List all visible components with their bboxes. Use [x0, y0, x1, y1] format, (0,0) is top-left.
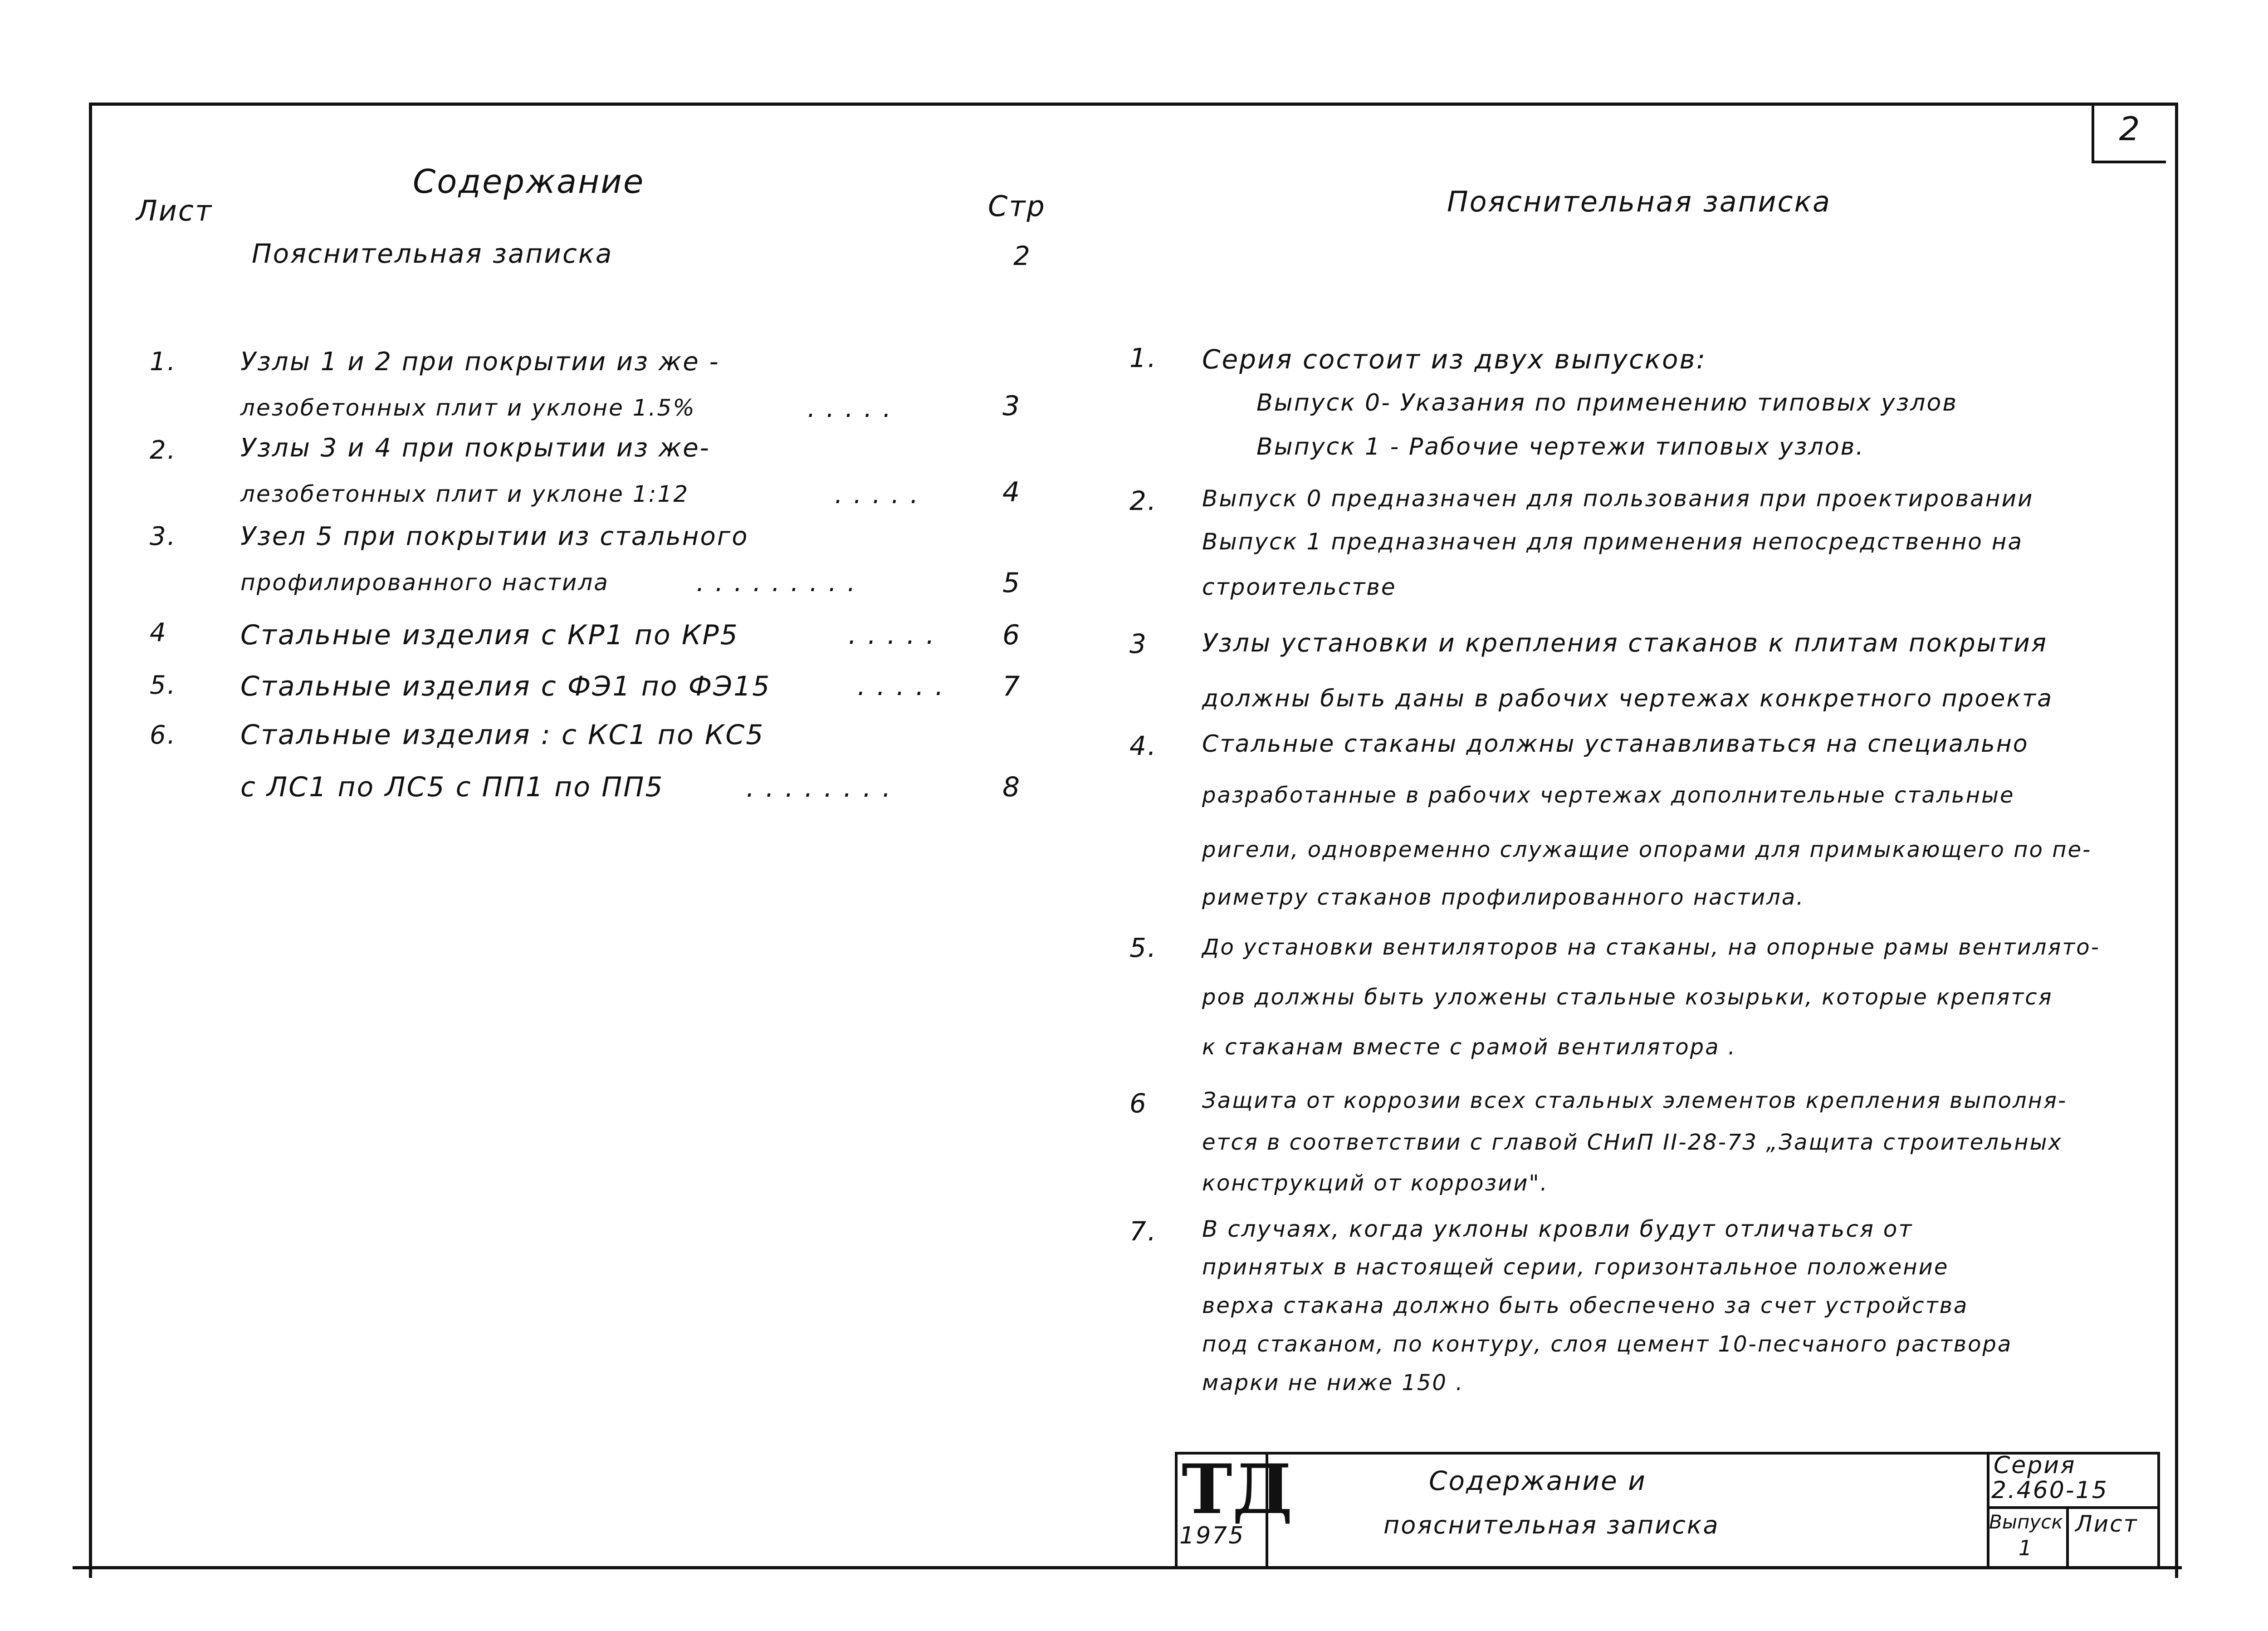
note-line: ров должны быть уложены стальные козырьки, которые крепятся [1202, 984, 2053, 1010]
note-line: Стальные стаканы должны устанавливаться на специально [1202, 730, 2029, 758]
issue-label: Выпуск [1989, 1511, 2063, 1533]
toc-item-line: Стальные изделия : с КС1 по КС5 [240, 719, 765, 751]
note-number: 6 [1129, 1088, 1148, 1119]
note-line: разработанные в рабочих чертежах дополнительные стальные [1202, 783, 2015, 808]
toc-leader-dots: . . . . . [835, 480, 920, 509]
toc-item-page: 5 [1002, 567, 1022, 599]
page-number: 2 [2119, 110, 2141, 148]
note-line: Выпуск 0- Указания по применению типовых узлов [1256, 389, 1958, 416]
toc-item-line: Стальные изделия с ФЭ1 по ФЭ15 [240, 671, 771, 702]
toc-item-page: 4 [1002, 476, 1022, 508]
toc-item-line: лезобетонных плит и уклоне 1.5% [240, 395, 696, 421]
toc-item-line: профилированного настила [240, 569, 609, 596]
note-line: До установки вентиляторов на стаканы, на опорные рамы вентилято- [1202, 935, 2100, 960]
toc-item-page: 7 [1002, 671, 1022, 702]
toc-leader-dots: . . . . . [848, 619, 936, 650]
toc-item-number: 1. [150, 347, 177, 377]
note-number: 5. [1129, 932, 1158, 963]
title-line2: пояснительная записка [1383, 1511, 1720, 1539]
note-line: верха стакана должно быть обеспечено за счет устройства [1202, 1293, 1969, 1318]
note-line: конструкций от коррозии". [1202, 1171, 1549, 1196]
toc-leader-dots: . . . . . . . . [746, 772, 892, 803]
toc-item-number: 5. [150, 671, 177, 700]
year: 1975 [1179, 1522, 1245, 1549]
issue-divider [2066, 1506, 2069, 1566]
note-line: Защита от коррозии всех стальных элементов крепления выполня- [1202, 1088, 2068, 1113]
toc-leader-dots: . . . . . . . . . [696, 568, 857, 598]
note-line: Узлы установки и крепления стаканов к плитам покрытия [1202, 628, 2048, 657]
note-line: Выпуск 0 предназначен для пользования при проектировании [1202, 485, 2034, 512]
toc-page-header: Стр [988, 190, 1046, 223]
note-line: В случаях, когда уклоны кровли будут отличаться от [1202, 1216, 1913, 1242]
toc-item-line: Узлы 3 и 4 при покрытии из же- [240, 433, 710, 463]
series-divider [1987, 1452, 1989, 1566]
note-line: марки не ниже 150 . [1202, 1370, 1464, 1396]
sheet-label: Лист [2075, 1511, 2138, 1537]
note-line: ригели, одновременно служащие опорами для примыкающего по пе- [1202, 837, 2092, 862]
toc-title: Содержание [413, 162, 645, 201]
toc-intro-page: 2 [1013, 240, 1031, 271]
toc-item-line: Узлы 1 и 2 при покрытии из же - [240, 347, 720, 377]
toc-intro-text: Пояснительная записка [252, 238, 613, 269]
note-line: строительстве [1202, 574, 1397, 600]
toc-item-line: с ЛС1 по ЛС5 с ПП1 по ПП5 [240, 771, 664, 803]
toc-item-line: лезобетонных плит и уклоне 1:12 [240, 481, 689, 507]
toc-sheet-header: Лист [136, 194, 213, 227]
toc-item-line: Стальные изделия с КР1 по КР5 [240, 619, 739, 651]
toc-item-number: 2. [150, 436, 177, 465]
note-line: принятых в настоящей серии, горизонтальное положение [1202, 1254, 1949, 1280]
note-line: Серия состоит из двух выпусков: [1202, 344, 1707, 375]
note-line: риметру стаканов профилированного настила. [1202, 885, 1805, 910]
toc-leader-dots: . . . . . [807, 394, 893, 423]
note-line: ется в соответствии с главой СНиП II-28-73 „Защита строительных [1202, 1130, 2063, 1155]
toc-item-number: 3. [150, 522, 177, 551]
toc-item-page: 8 [1002, 771, 1022, 803]
td-logo: ТД [1182, 1450, 1293, 1529]
issue-value: 1 [2019, 1536, 2033, 1560]
toc-leader-dots: . . . . . [857, 671, 945, 701]
title-line1: Содержание и [1429, 1465, 1647, 1496]
toc-item-page: 3 [1002, 390, 1022, 422]
toc-item-page: 6 [1002, 619, 1022, 651]
note-line: под стаканом, по контуру, слоя цемент 10-песчаного раствора [1202, 1332, 2013, 1357]
note-title: Пояснительная записка [1447, 185, 1832, 218]
note-line: должны быть даны в рабочих чертежах конкретного проекта [1202, 685, 2053, 712]
series-separator [1987, 1506, 2157, 1509]
note-number: 1. [1129, 343, 1158, 373]
note-number: 4. [1129, 730, 1158, 761]
series-value: 2.460-15 [1991, 1477, 2108, 1504]
note-number: 2. [1129, 485, 1158, 516]
note-line: Выпуск 1 - Рабочие чертежи типовых узлов. [1256, 433, 1865, 460]
note-line: Выпуск 1 предназначен для применения непосредственно на [1202, 529, 2024, 555]
toc-item-number: 4 [150, 618, 167, 647]
page-number-box [2092, 104, 2166, 163]
toc-item-number: 6. [150, 720, 177, 750]
note-line: к стаканам вместе с рамой вентилятора . [1202, 1034, 1737, 1060]
note-number: 7. [1129, 1216, 1158, 1247]
toc-item-line: Узел 5 при покрытии из стального [240, 522, 749, 551]
note-number: 3 [1129, 628, 1148, 659]
series-label: Серия [1994, 1452, 2076, 1479]
